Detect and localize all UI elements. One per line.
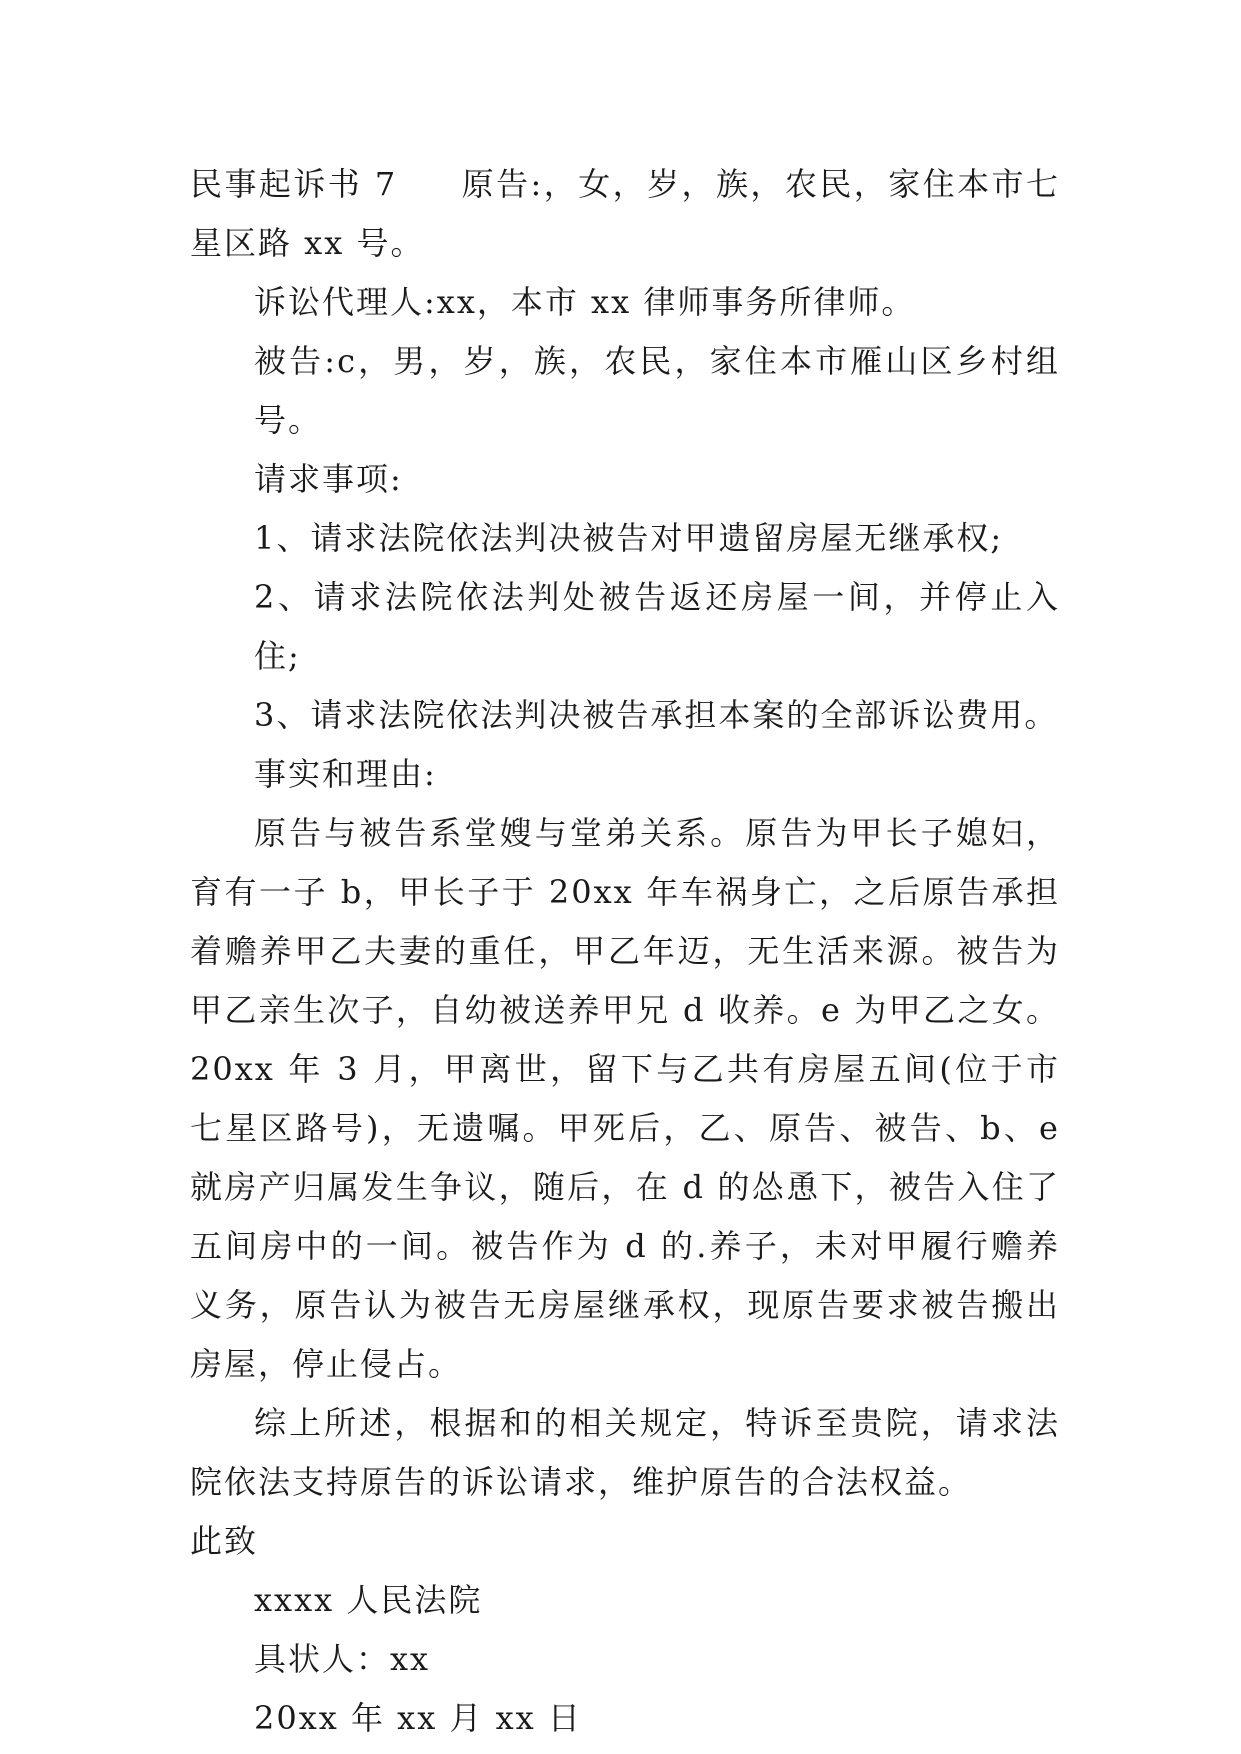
claims-heading: 请求事项:	[254, 460, 403, 498]
claim-item: 2、请求法院依法判处被告返还房屋一间，并停止入住;	[254, 578, 1060, 675]
signer: 具状人：xx	[254, 1640, 431, 1678]
facts-paragraph: 原告与被告系堂嫂与堂弟关系。原告为甲长子媳妇，育有一子 b，甲长子于 20xx 年车祸身亡，之后原告承担着赡养甲乙夫妻的重任，甲乙年迈，无生活来源。被告为甲乙亲生次子，自幼被送养甲兄 d 收养。e 为甲乙之女。20xx 年 3 月，甲离世，留下与乙共有房屋五间(位于市七星区路号)，无遗嘱。甲死后，乙、原告、被告、b、e 就房产归属发生争议，随后，在 d 的怂恿下，被告入住了五间房中的一间。被告作为 d 的.养子，未对甲履行赡养义务，原告认为被告无房屋继承权，现原告要求被告搬出房屋，停止侵占。	[190, 814, 1060, 1383]
document-body	[190, 155, 1060, 1748]
conclusion-paragraph: 综上所述，根据和的相关规定，特诉至贵院，请求法院依法支持原告的诉讼请求，维护原告的合法权益。	[190, 1404, 1060, 1501]
document-title: 民事起诉书 7	[190, 165, 398, 203]
facts-heading: 事实和理由:	[254, 755, 437, 793]
salutation: 此致	[190, 1522, 259, 1560]
title-plaintiff-line	[190, 155, 1060, 273]
claim-item: 1、请求法院依法判决被告对甲遗留房屋无继承权;	[254, 519, 1004, 557]
court-name: xxxx 人民法院	[254, 1581, 483, 1619]
claim-item: 3、请求法院依法判决被告承担本案的全部诉讼费用。	[254, 696, 1059, 734]
agent-info: 诉讼代理人:xx，本市 xx 律师事务所律师。	[254, 283, 916, 321]
plaintiff-info: 原告:，女，岁，族，农民，家住本市七星区路 xx 号。	[190, 165, 1060, 262]
defendant-info: 被告:c，男，岁，族，农民，家住本市雁山区乡村组号。	[254, 342, 1060, 439]
document-date: 20xx 年 xx 月 xx 日	[254, 1699, 582, 1737]
